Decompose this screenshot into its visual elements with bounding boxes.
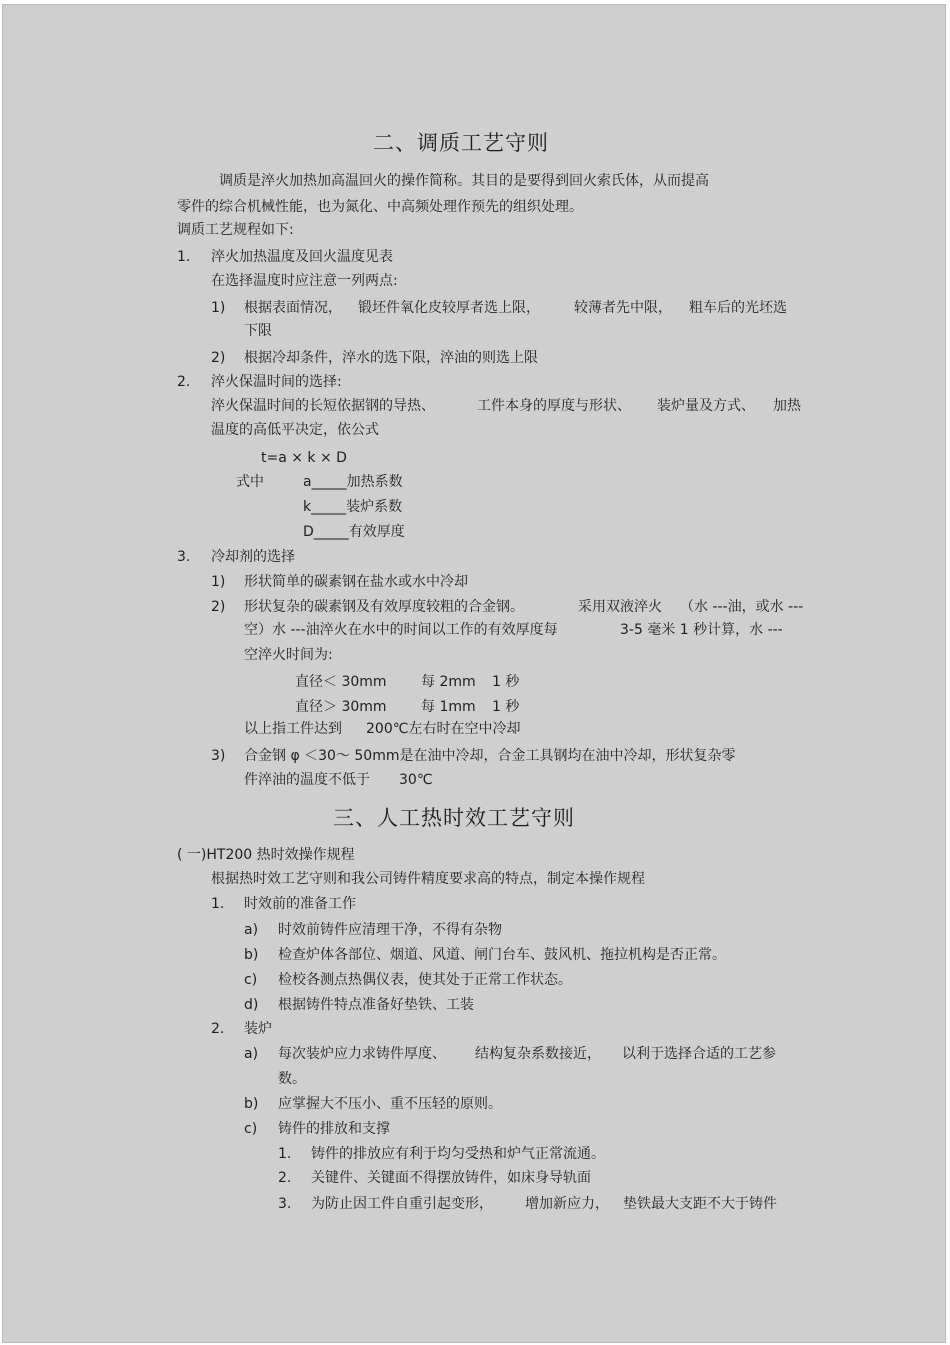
list-item-text: 采用双液淬火 — [578, 599, 662, 615]
list-item-text: 检查炉体各部位、烟道、风道、闸门台车、鼓风机、拖拉机构是否正常。 — [278, 947, 726, 963]
list-item-text: （水 ---油，或水 --- — [680, 599, 804, 615]
list-number: 2) — [211, 599, 226, 615]
paragraph-line: 工件本身的厚度与形状、 — [477, 398, 631, 414]
list-item-text: 垫铁最大支距不大于铸件 — [623, 1196, 777, 1212]
section-heading: 三、人工热时效工艺守则 — [333, 806, 575, 830]
paragraph-line: 根据热时效工艺守则和我公司铸件精度要求高的特点，制定本操作规程 — [211, 871, 645, 887]
list-number: 2. — [278, 1170, 292, 1186]
rule-condition: 直径＞ 30mm — [295, 699, 387, 715]
list-item-text: 合金钢 φ ＜30～ 50mm是在油中冷却，合金工具钢均在油中冷却，形状复杂零 — [244, 748, 736, 764]
formula: t=a × k × D — [261, 450, 347, 466]
paragraph-line: 零件的综合机械性能，也为氮化、中高频处理作预先的组织处理。 — [177, 199, 583, 215]
document-page — [2, 4, 946, 1343]
formula-variable: k_____装炉系数 — [303, 499, 403, 515]
list-item-title: 时效前的准备工作 — [244, 896, 356, 912]
list-letter: d) — [244, 997, 259, 1013]
list-item-text: 数。 — [278, 1071, 306, 1087]
list-item-text: 件淬油的温度不低于 — [244, 772, 370, 788]
list-letter: a) — [244, 922, 259, 938]
list-item-text: 时效前铸件应清理干净，不得有杂物 — [278, 922, 502, 938]
list-letter: c) — [244, 972, 258, 988]
list-item-text: 每次装炉应力求铸件厚度、 — [278, 1046, 446, 1062]
list-item-text: 结构复杂系数接近， — [475, 1046, 601, 1062]
list-item-text: 根据表面情况， — [244, 300, 342, 316]
paragraph-line: 调质是淬火加热加高温回火的操作简称。其目的是要得到回火索氏体，从而提高 — [219, 173, 709, 189]
list-item-text: 30℃ — [399, 772, 433, 788]
list-number: 1) — [211, 300, 226, 316]
list-number: 1) — [211, 574, 226, 590]
list-item-text: 为防止因工件自重引起变形， — [311, 1196, 493, 1212]
list-item-text: 空淬火时间为: — [244, 647, 333, 663]
list-number: 1. — [278, 1146, 292, 1162]
list-item-text: 200℃左右时在空中冷却 — [366, 721, 521, 737]
formula-label: 式中 — [236, 474, 264, 490]
list-letter: c) — [244, 1121, 258, 1137]
list-item-text: 粗车后的光坯选 — [689, 300, 787, 316]
list-item-text: 铸件的排放和支撑 — [278, 1121, 390, 1137]
list-item-text: 空）水 ---油淬火在水中的时间以工作的有效厚度每 — [244, 622, 558, 638]
rule-value: 1 秒 — [492, 674, 520, 690]
list-item-text: 根据铸件特点准备好垫铁、工装 — [278, 997, 474, 1013]
list-item-text: 铸件的排放应有利于均匀受热和炉气正常流通。 — [311, 1146, 605, 1162]
paragraph-line: 淬火保温时间的长短依据钢的导热、 — [211, 398, 435, 414]
paragraph-line: 加热 — [773, 398, 801, 414]
list-letter: a) — [244, 1046, 259, 1062]
list-item-text: 以利于选择合适的工艺参 — [622, 1046, 776, 1062]
paragraph-line: 在选择温度时应注意一列两点: — [211, 273, 398, 289]
rule-value: 1 秒 — [492, 699, 520, 715]
list-item-text: 锻坯件氧化皮较厚者选上限， — [358, 300, 540, 316]
section-heading: 二、调质工艺守则 — [373, 131, 549, 155]
list-number: 3) — [211, 748, 226, 764]
list-item-text: 形状复杂的碳素钢及有效厚度较粗的合金钢。 — [244, 599, 524, 615]
rule-value: 每 2mm — [421, 674, 476, 690]
rule-value: 每 1mm — [421, 699, 476, 715]
list-item-text: 形状简单的碳素钢在盐水或水中冷却 — [244, 574, 468, 590]
list-item-text: 应掌握大不压小、重不压轻的原则。 — [278, 1096, 502, 1112]
paragraph-line: 温度的高低平决定，依公式 — [211, 422, 379, 438]
list-item-text: 检校各测点热偶仪表，使其处于正常工作状态。 — [278, 972, 572, 988]
list-item-title: 淬火保温时间的选择: — [211, 374, 342, 390]
list-item-title: 装炉 — [244, 1021, 272, 1037]
rule-condition: 直径＜ 30mm — [295, 674, 387, 690]
list-number: 1. — [211, 896, 225, 912]
list-number: 3. — [278, 1196, 292, 1212]
list-letter: b) — [244, 947, 259, 963]
list-item-text: 增加新应力， — [525, 1196, 609, 1212]
list-number: 1. — [177, 249, 191, 265]
list-item-title: 淬火加热温度及回火温度见表 — [211, 249, 393, 265]
list-item-text: 下限 — [244, 323, 272, 339]
paragraph-line: 装炉量及方式、 — [657, 398, 755, 414]
list-item-text: 根据冷却条件，淬水的选下限，淬油的则选上限 — [244, 350, 538, 366]
list-item-title: 冷却剂的选择 — [211, 549, 295, 565]
list-item-text: 较薄者先中限， — [574, 300, 672, 316]
formula-variable: a_____加热系数 — [303, 474, 403, 490]
list-item-text: 以上指工件达到 — [244, 721, 342, 737]
formula-variable: D_____有效厚度 — [303, 524, 405, 540]
list-number: 2. — [211, 1021, 225, 1037]
list-number: 3. — [177, 549, 191, 565]
list-item-text: 关键件、关键面不得摆放铸件，如床身导轨面 — [311, 1170, 591, 1186]
paragraph-line: 调质工艺规程如下: — [177, 222, 294, 238]
list-number: 2) — [211, 350, 226, 366]
list-item-text: 3-5 毫米 1 秒计算，水 --- — [620, 622, 783, 638]
subsection-title: ( 一)HT200 热时效操作规程 — [177, 847, 355, 863]
list-letter: b) — [244, 1096, 259, 1112]
list-number: 2. — [177, 374, 191, 390]
